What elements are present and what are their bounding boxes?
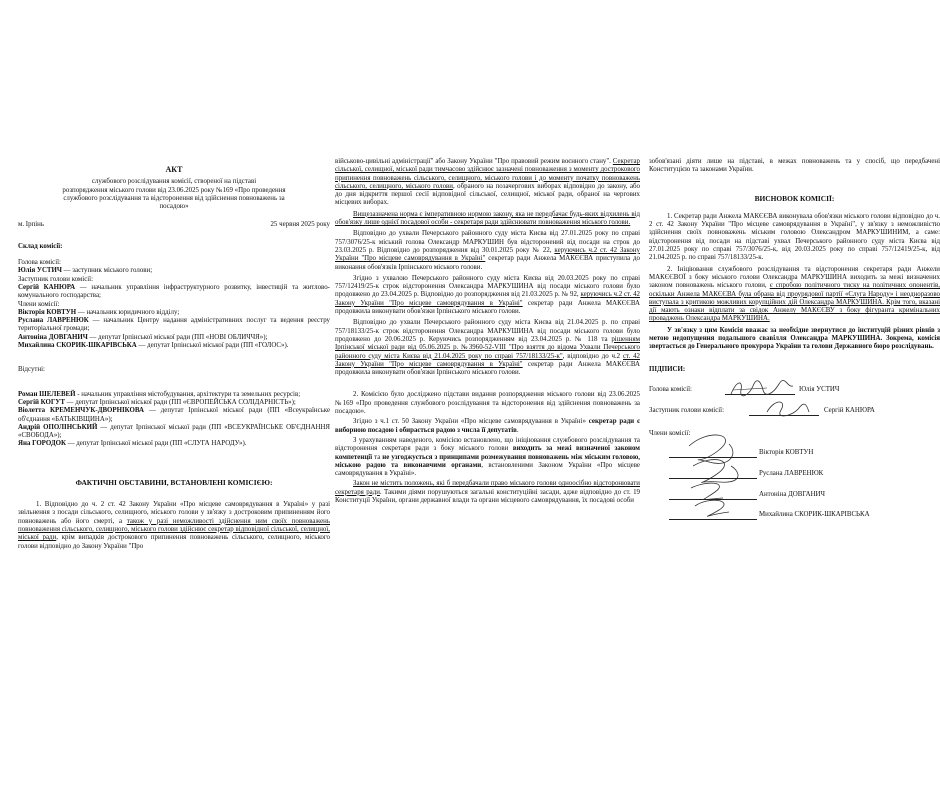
facts-paragraph: 1. Відповідно до ч. 2 ст. 42 Закону України «Про місцеве самоврядування в Україні» у разі звільнення з посади сільського, селищного, міського голови у зв'язку з достроковим припиненням його повноважень або його смерті, а також у разі неможливості здійснення ним своїх повноважень повноваження сільського, селищного, міського голови здійснює секретар відповідної сільської, селищної, міської ради, крім випадків дострокового припинення повноважень сільського, селищного, міського голови відповідно до Закону України "Про [18,501,330,550]
paragraph: Відповідно до ухвали Печерського районного суду міста Києва від 21.04.2025 р. по справі 757/18133/25-к строк відсторонення Олександра МАРКУШИНА від посади міського голови було продовжено до 20.06.2025 р. Керуючись розпорядженням від 23.04.2025 р. № 118 та рішенням Ірпінської міської ради від 05.06.2025 р. №3960-52-VIII "Про взяття до відома Ухвали Печерського районного суду міста Києва від 21.04.2025 року по справі 757/18133/25-к", відповідно до ч.2 ст. 42 Закону України "Про місцеве самоврядування в Україні" секретар ради Анжела МАКЄЄВА продовжила виконувати обов'язки Ірпінського міського голови. [335,319,640,377]
sig-member-3: Антоніна ДОВГАНИЧ [759,490,826,498]
member-line: Сергій КАНЮРА — начальник управління інфраструктурного розвитку, інвестицій та житлово-комунального господарства; [18,283,330,300]
signature-line [669,519,757,520]
conclusion-3: У зв'язку з цим Комісія вважає за необхідне звернутися до інституцій різних рівнів з метою недопущення подальшого свавілля Олександра МАРКУШИНА. Зокрема, комісія звертається до Генерального прокурора України та голови Державного бюро розслідувань. [649,326,940,351]
conclusion-2: 2. Ініціювання службового розслідування та відсторонення секретаря ради Анжели МАКЄЄВОЇ з боку міського голови Олександра МАРКУШИНА виходить за межі визначених законом повноважень міського голови, є спробою політичного тиску на політичних опонентів, оскільки Анжела МАКЄЄВА була обрана від проурядової партії «Слуга Народу» і неодноразово виступала з критикою можливих корупційних дій Олександра МАРКУШИНА. Крім того, вказані дії мають ознаки відплати за свідок Анжелу МАКЄЄВУ з боку фігуранта кримінальних проваджень Олександра МАРКУШИНА. [649,265,940,323]
date: 25 червня 2025 року [270,221,330,229]
sig-member-4: Михайлина СКОРИК-ШКАРІВСЬКА [759,510,870,518]
paragraph: 2. Комісією було досліджено підстави видання розпорядження міського голови від 23.06.2025 №169 «Про проведення службового розслідування та відсторонення від здійснення повноважень за посадою». [335,391,640,416]
paragraph: Згідно з ухвалою Печерського районного суду міста Києва від 20.03.2025 року по справі 757/12419/25-к строк відсторонення Олександра МАРКУШИНА від посади міського голови було продовжено до 23.04.2025 р. Відповідно до розпорядження від 21.03.2025 р. № 92, керуючись ч.2 ст. 42 Закону України "Про місцеве самоврядування в Україні" секретар ради Анжела МАКЄЄВА продовжила виконувати обов'язки Ірпінського міського голови. [335,274,640,316]
absent-line: Яна ГОРОДОК — депутат Ірпінської міської ради (ПП «СЛУГА НАРОДУ»). [18,440,247,448]
act-subtitle: розпорядження міського голови від 23.06.2025 року №169 «Про проведення [62,186,286,194]
absent-line: Віолетта КРЕМЕНЧУК-ДВОРНІКОВА — депутат Ірпінської міської ради (ПП «Всеукраїнське об'єднання «БАТЬКІВЩИНА»); [18,407,330,423]
column-2 [335,0,640,505]
absent-line: Сергій КОГУТ — депутат Ірпінської міської ради (ПП «ЄВРОПЕЙСЬКА СОЛІДАРНІСТЬ»); [18,398,296,406]
act-subtitle: службового розслідування комісії, створеної на підставі [91,178,257,186]
conclusion-1: 1. Секретар ради Анжела МАКЄЄВА виконувала обов'язки міського голови відповідно до ч. 2 ст. 42 Закону України "Про місцеве самоврядування в Україні", у зв'язку з неможливістю здійснення своїх повноважень міським головою Олександром МАРКУШИНИМ, а саме: відсторонення від посади на підставі ухвал Печерського районного суду міста Києва від 27.01.2025 року по справі 757/3076/25-к, від 20.03.2025 року по справі 757/12419/25-к, від 21.04.2025 р. по справі 757/18133/25-к. [649,212,940,262]
place: м. Ірпінь [18,221,44,229]
member-line: Михайлина СКОРИК-ШКАРІВСЬКА — депутат Ірпінської міської ради (ПП «ГОЛОС»). [18,342,289,350]
signatures-heading: ПІДПИСИ: [649,365,686,373]
composition-heading: Склад комісії: [18,242,63,250]
head-label: Голова комісії: [18,259,61,267]
facts-heading: ФАКТИЧНІ ОБСТАВИНИ, ВСТАНОВЛЕНІ КОМІСІЄЮ: [75,477,273,487]
sig-head-label: Голова комісії: [649,385,692,393]
paragraph: Вищезазначена норма є імперативною нормою закону, яка не передбачає будь-яких відхилень від обов'язку лише однієї посадової особи - секретаря ради здійснювати повноваження міського голови. [335,210,640,227]
signature-line [669,499,757,500]
act-subtitle: службового розслідування та відсторонення від здійснення повноважень за [63,194,285,202]
column-1 [18,0,330,551]
act-title: АКТ [165,165,183,174]
members-label: Члени комісії: [18,300,60,308]
absent-label: Відсутні: [18,366,45,374]
sig-member-1: Вікторія КОВТУН [759,448,814,456]
absent-line: Андрій ОПОЛІНСЬКИЙ — депутат Ірпінської міської ради (ПП «ВСЕУКРАЇНСЬКЕ ОБ'ЄДНАННЯ «СВОБОДА»); [18,423,330,440]
place-date-row [18,221,330,229]
signature-line [669,457,757,458]
sig-head-name: Юлія УСТИЧ [799,385,840,393]
conclusions-heading: ВИСНОВОК КОМІСІЇ: [754,193,835,203]
paragraph: Згідно з ч.1 ст. 50 Закону України «Про місцеве самоврядування в Україні» секретар ради є виборною посадою і обирається радою з числа її депутатів. [335,418,640,434]
sig-members-label: Члени комісії: [649,429,691,437]
signature-line [669,478,757,479]
member-line: Руслана ЛАВРЕНЮК — начальник Центру надання адміністративних послуг та ведення реєстру територіальної громади; [18,317,330,333]
paragraph: зобов'язані діяти лише на підставі, в межах повноважень та у спосіб, що передбачені Конституцією та законами України. [649,158,940,174]
member-line: Вікторія КОВТУН — начальник юридичного відділу; [18,308,180,316]
paragraph: З урахуванням наведеного, комісією встановлено, що ініціювання службового розслідування та відсторонення секретаря ради з боку міського голови виходить за межі визначеної законом компетенції та не узгоджується з принципами розмежування повноважень між міським головою, міською радою та виконавчими органами, встановленими Законом України «Про місцеве самоврядування в Україні». [335,436,640,478]
column-3 [649,0,940,538]
deputy-label: Заступник голови комісії: [18,275,94,283]
absent-line: Роман ШЕЛЕВЕЙ - начальник управління містобудування, архітектури та земельних ресурсів; [18,390,301,398]
sig-member-2: Руслана ЛАВРЕНЮК [759,469,824,477]
paragraph: Відповідно до ухвали Печерського районного суду міста Києва від 27.01.2025 року по справі 757/3076/25-к міський голова Олександр МАРКУШИН був відсторонений від посади на строк до 23.03.2025 р. Відповідно до розпорядження від 30.01.2025 року № 22, керуючись ч.2 ст. 42 Закону України "Про місцеве самоврядування в Україні" секретар ради Анжела МАКЄЄВА приступила до виконання обов'язків Ірпінського міського голови. [335,230,640,271]
member-line: Юлія УСТИЧ — заступник міського голови; [18,267,153,275]
paragraph: Закон не містить положень, які б передбачали право міського голови одноосібно відсторонювати секретаря ради. Такими діями порушуються загальні конституційні засади, адже відповідно до ст. 19 Конституції України, органи державної влади та органи місцевого самоврядування, їх посадові особи [335,480,640,504]
signature-scribble [763,398,813,418]
act-subtitle: посадою» [159,203,189,211]
member-line: Антоніна ДОВГАНИЧ — депутат Ірпінської міської ради (ПП «НОВІ ОБЛИЧЧЯ»); [18,333,268,341]
signature-scribble [679,426,751,518]
sig-deputy-name: Сергій КАНЮРА [824,406,875,414]
signature-scribble [727,378,797,400]
sig-deputy-label: Заступник голови комісії: [649,406,725,414]
signatures-block [649,378,940,538]
paragraph: військово-цивільні адміністрації" або Закону України "Про правовий режим воєнного стану". Секретар сільської, селищної, міської ради тимчасово здійснює зазначені повноваження з моменту дострокового припинення повноважень сільського, селищного, міського голови і до моменту початку повноважень сільського, селищного, міського голови, обраного на позачергових виборах відповідно до закону, або до дня відкриття першої сесії відповідної сільської, селищної, міської ради, обраної на чергових місцевих виборах. [335,158,640,207]
